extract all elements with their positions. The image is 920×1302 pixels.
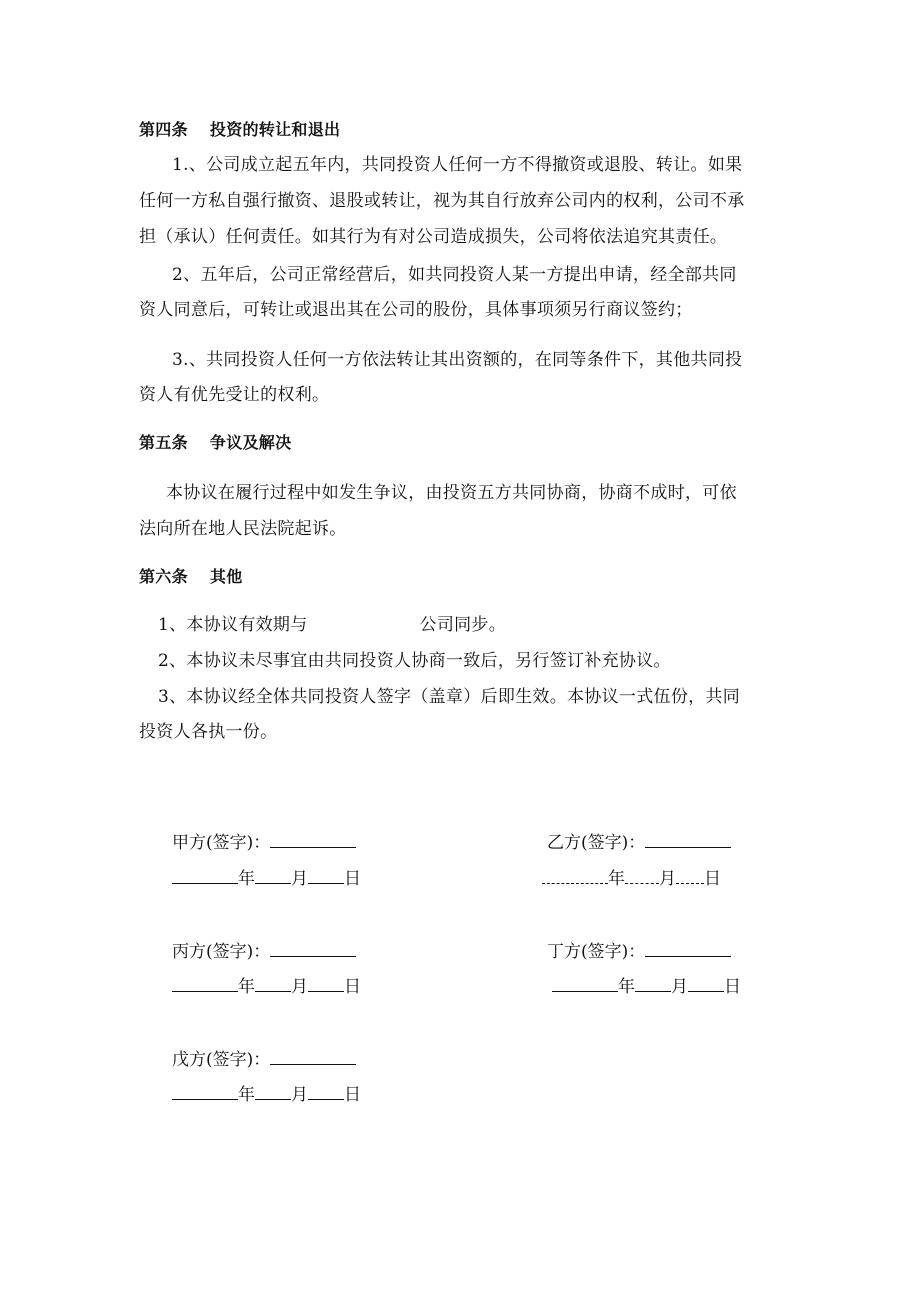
article4-p2-line1: 2、五年后，公司正常经营后，如共同投资人某一方提出申请，经全部共同 <box>172 265 737 285</box>
wu-signature-blank[interactable] <box>270 1048 356 1065</box>
article6-heading <box>139 566 243 588</box>
article6-item2: 2、本协议未尽事宜由共同投资人协商一致后，另行签订补充协议。 <box>158 651 671 671</box>
ding-day-label: 日 <box>724 977 741 997</box>
article4-p3-line1: 3.、共同投资人任何一方依法转让其出资额的，在同等条件下，其他共同投 <box>172 350 743 370</box>
yi-signature-label: 乙方(签字)： <box>547 833 646 853</box>
article4-p3-line2: 资人有优先受让的权利。 <box>139 385 330 405</box>
jia-year-blank[interactable] <box>172 867 238 884</box>
article4-heading-title: 投资的转让和退出 <box>209 120 341 139</box>
article4-p2-line2: 资人同意后，可转让或退出其在公司的股份，具体事项须另行商议签约； <box>139 300 693 320</box>
bing-signature-label: 丙方(签字)： <box>172 942 271 962</box>
jia-signature-label: 甲方(签字)： <box>172 833 271 853</box>
yi-month-blank[interactable] <box>625 867 659 884</box>
ding-signature-label: 丁方(签字)： <box>547 942 646 962</box>
jia-day-label: 日 <box>344 869 361 889</box>
jia-year-label: 年 <box>238 869 255 889</box>
jia-day-blank[interactable] <box>308 867 344 884</box>
bing-signature-line <box>172 940 356 963</box>
bing-date-line <box>172 975 361 998</box>
article5-p1-line2: 法向所在地人民法院起诉。 <box>139 519 347 539</box>
yi-signature-line <box>547 831 731 854</box>
article5-heading <box>139 432 291 454</box>
ding-date-line <box>552 975 741 998</box>
yi-date-line <box>542 867 721 890</box>
article6-item1-prefix: 1、本协议有效期与 <box>158 615 308 635</box>
article6-heading-num: 第六条 <box>139 567 188 586</box>
article4-p1-line2: 任何一方私自强行撤资、退股或转让，视为其自行放弃公司内的权利，公司不承 <box>139 191 745 211</box>
article6-heading-title: 其他 <box>209 567 243 586</box>
article6-item3-line1: 3、本协议经全体共同投资人签字（盖章）后即生效。本协议一式伍份，共同 <box>158 687 741 707</box>
bing-signature-blank[interactable] <box>270 940 356 957</box>
jia-signature-blank[interactable] <box>270 831 356 848</box>
article6-item1-suffix: 公司同步。 <box>419 615 507 635</box>
article4-heading-num: 第四条 <box>139 120 188 139</box>
wu-date-line <box>172 1083 361 1106</box>
wu-month-blank[interactable] <box>255 1083 291 1100</box>
bing-year-label: 年 <box>238 977 255 997</box>
article6-item3-line2: 投资人各执一份。 <box>139 722 278 742</box>
ding-month-label: 月 <box>671 977 688 997</box>
ding-month-blank[interactable] <box>635 975 671 992</box>
jia-signature-line <box>172 831 356 854</box>
yi-year-label: 年 <box>608 869 625 889</box>
bing-month-blank[interactable] <box>255 975 291 992</box>
jia-date-line <box>172 867 361 890</box>
wu-signature-line <box>172 1048 356 1071</box>
article4-p1-line3: 担（承认）任何责任。如其行为有对公司造成损失，公司将依法追究其责任。 <box>139 227 728 247</box>
yi-month-label: 月 <box>659 869 676 889</box>
bing-year-blank[interactable] <box>172 975 238 992</box>
jia-month-label: 月 <box>291 869 308 889</box>
article5-heading-num: 第五条 <box>139 433 188 452</box>
yi-signature-blank[interactable] <box>645 831 731 848</box>
ding-day-blank[interactable] <box>688 975 724 992</box>
bing-day-label: 日 <box>344 977 361 997</box>
ding-signature-line <box>547 940 731 963</box>
ding-year-label: 年 <box>618 977 635 997</box>
yi-day-label: 日 <box>704 869 721 889</box>
wu-day-label: 日 <box>344 1085 361 1105</box>
article4-heading <box>139 119 340 141</box>
ding-year-blank[interactable] <box>552 975 618 992</box>
wu-year-blank[interactable] <box>172 1083 238 1100</box>
wu-day-blank[interactable] <box>308 1083 344 1100</box>
bing-day-blank[interactable] <box>308 975 344 992</box>
wu-year-label: 年 <box>238 1085 255 1105</box>
article6-item1 <box>158 614 506 636</box>
bing-month-label: 月 <box>291 977 308 997</box>
yi-year-blank[interactable] <box>542 867 608 884</box>
wu-month-label: 月 <box>291 1085 308 1105</box>
article5-heading-title: 争议及解决 <box>209 433 292 452</box>
jia-month-blank[interactable] <box>255 867 291 884</box>
article5-p1-line1: 本协议在履行过程中如发生争议，由投资五方共同协商，协商不成时，可依 <box>166 483 737 503</box>
wu-signature-label: 戊方(签字)： <box>172 1050 271 1070</box>
ding-signature-blank[interactable] <box>645 940 731 957</box>
article4-p1-line1: 1.、公司成立起五年内，共同投资人任何一方不得撤资或退股、转让。如果 <box>172 155 743 175</box>
yi-day-blank[interactable] <box>676 867 704 884</box>
